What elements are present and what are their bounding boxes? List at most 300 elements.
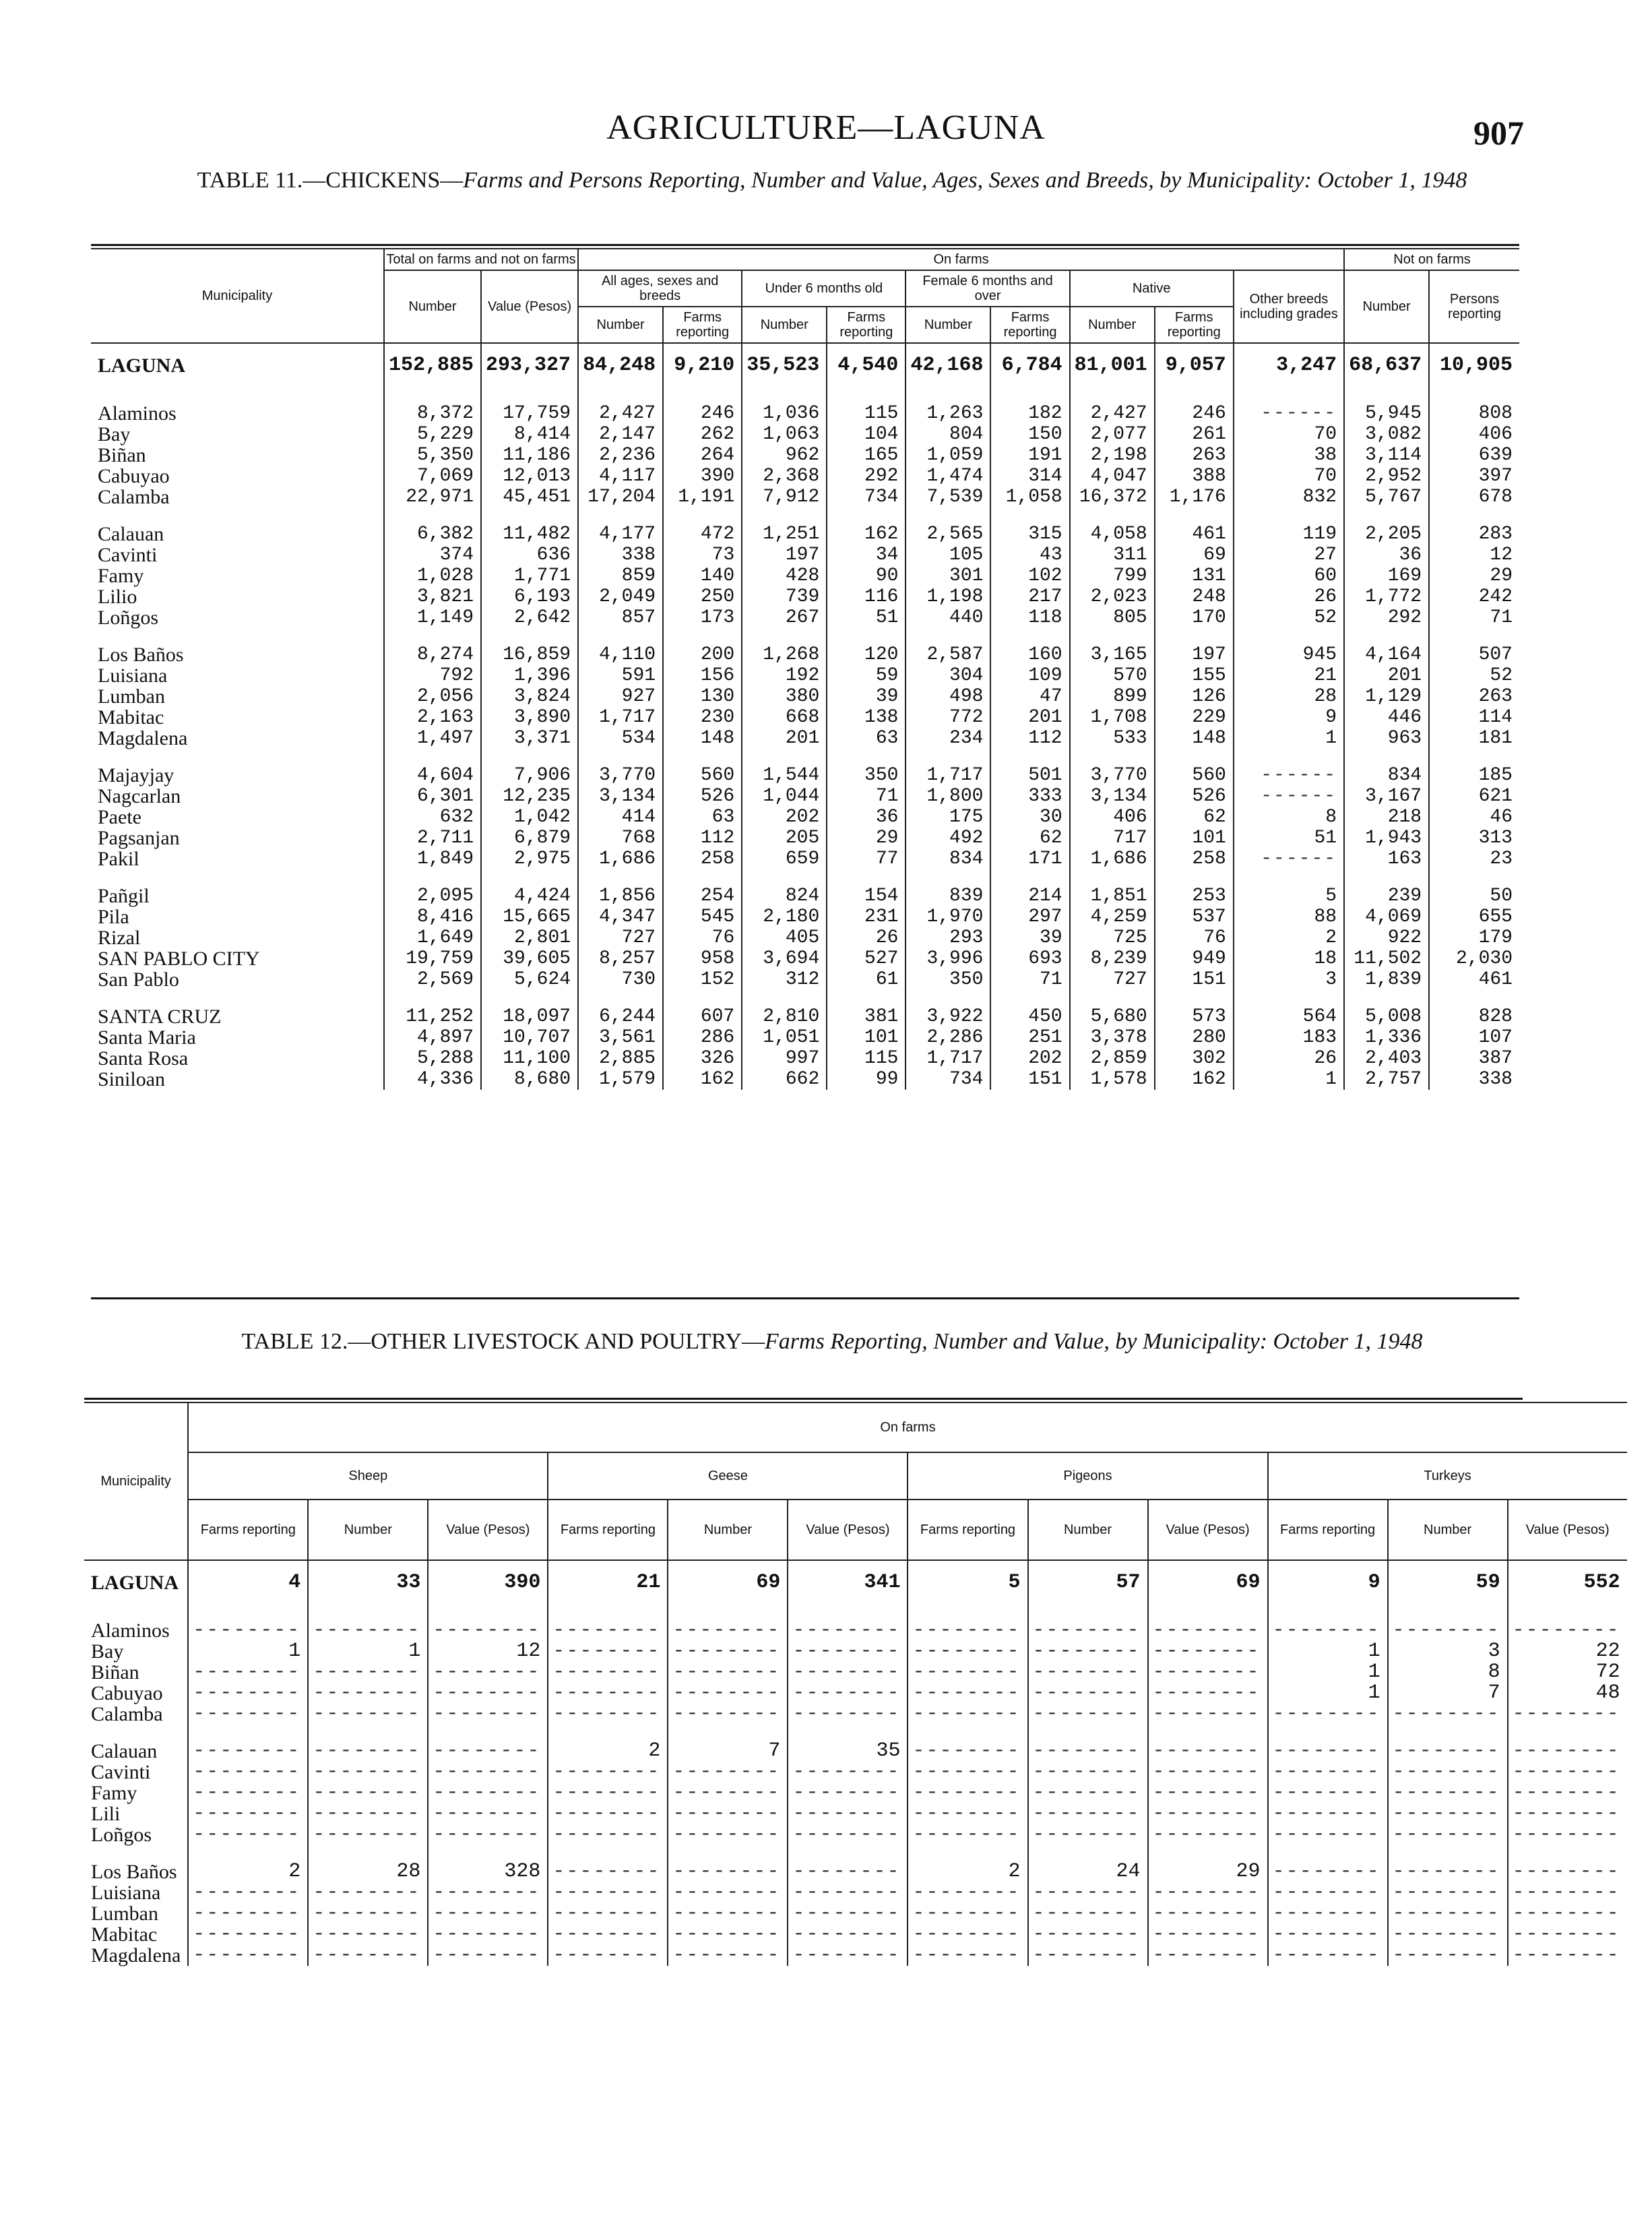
cell-value: 734 [906,1069,990,1090]
cell-value: 380 [742,686,827,707]
spacer-cell [990,387,1069,403]
municipality-name: Bay [91,424,384,445]
cell-value: 2,427 [1070,403,1155,424]
cell-value: 3,561 [578,1027,663,1048]
cell-value: 350 [827,765,906,786]
cell-value: 112 [990,728,1069,749]
cell-value: 105 [906,545,990,565]
table-row [91,906,1519,927]
cell-value: 112 [663,828,742,848]
cell-value: 1,058 [990,487,1069,507]
cell-value: 507 [1429,644,1519,665]
cell-value: 1,051 [742,1027,827,1048]
cell-value: 2,198 [1070,445,1155,466]
cell-value: 35 [788,1741,908,1762]
cell-value: 17,204 [578,487,663,507]
cell-value: 3,167 [1344,786,1429,807]
cell-value: ------ [1234,765,1344,786]
cell-value: -------- [1268,1762,1388,1783]
spacer-cell [1429,507,1519,524]
cell-value: -------- [308,1662,428,1683]
cell-value: 8,239 [1070,948,1155,969]
cell-value: 292 [1344,607,1429,628]
cell-value: 2,810 [742,1006,827,1027]
cell-value: 1,036 [742,403,827,424]
cell-value: 2,642 [481,607,578,628]
cell-value: -------- [1028,1882,1148,1903]
cell-value: -------- [1028,1803,1148,1824]
cell-value: 36 [827,807,906,828]
spacer-cell [908,1725,1027,1741]
municipality-name: Famy [91,565,384,586]
cell-value: 119 [1234,524,1344,545]
cell-value: 7,906 [481,765,578,786]
cell-value: -------- [1388,1620,1508,1641]
spacer-cell [827,387,906,403]
group-spacer [91,869,1519,886]
cell-value: 217 [990,586,1069,607]
cell-value: 253 [1155,886,1234,906]
municipality-name: Lili [84,1803,188,1824]
cell-value: 2,565 [906,524,990,545]
cell-value: 4,110 [578,644,663,665]
spacer-cell [91,990,384,1006]
cell-value: 1,263 [906,403,990,424]
cell-value: 8,414 [481,424,578,445]
cell-value: -------- [1388,1762,1508,1783]
cell-value: -------- [548,1762,668,1783]
cell-value: -------- [1388,1903,1508,1924]
cell-value: 12,013 [481,466,578,487]
cell-value: 997 [742,1048,827,1069]
cell-value: 16,372 [1070,487,1155,507]
table-row [91,466,1519,487]
cell-value: 246 [1155,403,1234,424]
cell-value: 126 [1155,686,1234,707]
cell-value: 46 [1429,807,1519,828]
col-total-group: Total on farms and not on farms [384,249,578,270]
cell-value: -------- [1148,1762,1268,1783]
cell-value: 1,063 [742,424,827,445]
cell-value: 26 [827,927,906,948]
cell-value: 200 [663,644,742,665]
cell-value: 730 [578,969,663,990]
cell-value: -------- [1028,1903,1148,1924]
table-row [84,1783,1627,1803]
cell-value: 3,378 [1070,1027,1155,1048]
cell-value: 29 [827,828,906,848]
cell-value: 118 [990,607,1069,628]
t12-col-municipality: Municipality [84,1402,188,1560]
cell-value: -------- [548,1924,668,1945]
cell-value: 242 [1429,586,1519,607]
t12-col-farms-reporting: Farms reporting [908,1500,1027,1560]
cell-value: -------- [428,1903,548,1924]
cell-value: 11,252 [384,1006,481,1027]
spacer-cell [827,990,906,1006]
cell-value: -------- [908,1945,1027,1966]
cell-value: 533 [1070,728,1155,749]
municipality-name: Biñan [91,445,384,466]
cell-value: -------- [308,1924,428,1945]
cell-value: 678 [1429,487,1519,507]
spacer-cell [1070,628,1155,644]
cell-value: 4,259 [1070,906,1155,927]
spacer-cell [384,990,481,1006]
cell-value: 725 [1070,927,1155,948]
table-row [91,786,1519,807]
spacer-cell [663,869,742,886]
cell-value: 527 [827,948,906,969]
cell-value: 621 [1429,786,1519,807]
municipality-name: LAGUNA [84,1560,188,1604]
table-row [91,644,1519,665]
cell-value: -------- [908,1683,1027,1704]
cell-value: ------ [1234,786,1344,807]
table11-top-rule [91,244,1519,246]
cell-value: 501 [990,765,1069,786]
cell-value: 963 [1344,728,1429,749]
cell-value: 8 [1234,807,1344,828]
spacer-cell [1155,507,1234,524]
cell-value: -------- [908,1762,1027,1783]
cell-value: 29 [1429,565,1519,586]
cell-value: -------- [1388,1924,1508,1945]
table-row [84,1824,1627,1845]
spacer-cell [1429,869,1519,886]
cell-value: -------- [1268,1903,1388,1924]
cell-value: 39 [990,927,1069,948]
cell-value: -------- [1508,1861,1627,1882]
cell-value: 170 [1155,607,1234,628]
cell-value: 1,717 [906,1048,990,1069]
cell-value: 1,176 [1155,487,1234,507]
table12-caption-subtitle: Farms Reporting, Number and Value, by Municipality: October 1, 1948 [765,1329,1423,1354]
cell-value: -------- [308,1783,428,1803]
cell-value: 1,579 [578,1069,663,1090]
table-row [84,1762,1627,1783]
cell-value: -------- [188,1803,308,1824]
spacer-cell [481,990,578,1006]
cell-value: -------- [908,1641,1027,1662]
cell-value: 60 [1234,565,1344,586]
cell-value: 7 [668,1741,788,1762]
spacer-cell [1148,1725,1268,1741]
cell-value: 804 [906,424,990,445]
cell-value: -------- [1388,1882,1508,1903]
cell-value: 258 [663,848,742,869]
cell-value: 2,030 [1429,948,1519,969]
cell-value: 71 [827,786,906,807]
cell-value: 526 [1155,786,1234,807]
cell-value: 9,210 [663,343,742,387]
cell-value: 84,248 [578,343,663,387]
cell-value: 3,890 [481,707,578,728]
t12-col-value: Value (Pesos) [788,1500,908,1560]
cell-value: 2,403 [1344,1048,1429,1069]
cell-value: 3,165 [1070,644,1155,665]
municipality-name: Cavinti [91,545,384,565]
cell-value: -------- [788,1641,908,1662]
cell-value: 4,336 [384,1069,481,1090]
cell-value: 945 [1234,644,1344,665]
col-female6-farms: Farms reporting [990,307,1069,343]
spacer-cell [906,387,990,403]
cell-value: 11,502 [1344,948,1429,969]
cell-value: 59 [1388,1560,1508,1604]
cell-value: -------- [1388,1783,1508,1803]
cell-value: 5,624 [481,969,578,990]
cell-value: 927 [578,686,663,707]
cell-value: 43 [990,545,1069,565]
table-row [91,848,1519,869]
cell-value: 1,686 [578,848,663,869]
cell-value: -------- [188,1662,308,1683]
spacer-cell [827,507,906,524]
cell-value: 250 [663,586,742,607]
col-other-breeds: Other breeds including grades [1234,270,1344,343]
table-row [84,1945,1627,1966]
cell-value: 2 [188,1861,308,1882]
cell-value: -------- [188,1704,308,1725]
cell-value: 38 [1234,445,1344,466]
cell-value: -------- [668,1861,788,1882]
cell-value: 88 [1234,906,1344,927]
cell-value: 231 [827,906,906,927]
cell-value: -------- [1268,1861,1388,1882]
table12-other-livestock [84,1402,1627,1966]
cell-value: 2,095 [384,886,481,906]
cell-value: 1,497 [384,728,481,749]
spacer-cell [84,1604,188,1620]
spacer-cell [1344,628,1429,644]
table-row [91,728,1519,749]
cell-value: 5,288 [384,1048,481,1069]
cell-value: 264 [663,445,742,466]
cell-value: -------- [788,1783,908,1803]
spacer-cell [1429,990,1519,1006]
cell-value: 381 [827,1006,906,1027]
cell-value: -------- [1148,1882,1268,1903]
cell-value: 2,236 [578,445,663,466]
cell-value: -------- [548,1945,668,1966]
cell-value: -------- [1148,1924,1268,1945]
cell-value: 51 [827,607,906,628]
cell-value: -------- [428,1882,548,1903]
municipality-name: Famy [84,1783,188,1803]
cell-value: 30 [990,807,1069,828]
cell-value: 3,824 [481,686,578,707]
table11-caption-label: TABLE 11.—CHICKENS— [197,168,464,193]
spacer-cell [827,628,906,644]
municipality-name: Luisiana [91,665,384,686]
municipality-name: Mabitac [91,707,384,728]
spacer-cell [578,387,663,403]
cell-value: 52 [1234,607,1344,628]
spacer-cell [742,749,827,765]
cell-value: -------- [1148,1741,1268,1762]
cell-value: 202 [742,807,827,828]
cell-value: 662 [742,1069,827,1090]
municipality-name: Magdalena [91,728,384,749]
municipality-name: Pila [91,906,384,927]
cell-value: 1,849 [384,848,481,869]
spacer-cell [906,507,990,524]
col-not-number: Number [1344,270,1429,343]
cell-value: -------- [788,1683,908,1704]
spacer-cell [1234,507,1344,524]
cell-value: 148 [663,728,742,749]
cell-value: -------- [908,1741,1027,1762]
cell-value: 28 [308,1861,428,1882]
spacer-cell [1268,1604,1388,1620]
cell-value: 69 [1155,545,1234,565]
spacer-cell [827,749,906,765]
spacer-cell [1344,749,1429,765]
cell-value: 2,569 [384,969,481,990]
cell-value: 1 [188,1641,308,1662]
cell-value: 152 [663,969,742,990]
cell-value: -------- [1028,1924,1148,1945]
cell-value: -------- [788,1903,908,1924]
cell-value: -------- [308,1620,428,1641]
cell-value: 1 [1234,728,1344,749]
cell-value: 1,474 [906,466,990,487]
cell-value: 390 [428,1560,548,1604]
cell-value: 1,268 [742,644,827,665]
col-native-farms: Farms reporting [1155,307,1234,343]
cell-value: 461 [1155,524,1234,545]
cell-value: 805 [1070,607,1155,628]
cell-value: 552 [1508,1560,1627,1604]
cell-value: -------- [308,1903,428,1924]
cell-value: 2,147 [578,424,663,445]
cell-value: 68,637 [1344,343,1429,387]
cell-value: 293,327 [481,343,578,387]
municipality-name: Los Baños [91,644,384,665]
cell-value: 4,117 [578,466,663,487]
cell-value: 560 [1155,765,1234,786]
cell-value: -------- [1148,1620,1268,1641]
col-female6-number: Number [906,307,990,343]
cell-value: -------- [788,1882,908,1903]
table11-body [91,343,1519,1090]
cell-value: -------- [548,1620,668,1641]
cell-value: 406 [1070,807,1155,828]
spacer-cell [990,869,1069,886]
cell-value: 387 [1429,1048,1519,1069]
cell-value: 3,082 [1344,424,1429,445]
cell-value: -------- [1028,1641,1148,1662]
table11-bottom-rule [91,1297,1519,1299]
cell-value: 326 [663,1048,742,1069]
cell-value: 261 [1155,424,1234,445]
table11-chickens [91,248,1519,1090]
cell-value: 26 [1234,586,1344,607]
cell-value: -------- [1268,1824,1388,1845]
cell-value: 24 [1028,1861,1148,1882]
t12-col-number: Number [1388,1500,1508,1560]
cell-value: 2,163 [384,707,481,728]
cell-value: 191 [990,445,1069,466]
table-row [84,1620,1627,1641]
cell-value: 246 [663,403,742,424]
table-row [91,969,1519,990]
cell-value: -------- [548,1903,668,1924]
cell-value: 8 [1388,1662,1508,1683]
cell-value: 492 [906,828,990,848]
cell-value: 116 [827,586,906,607]
cell-value: 570 [1070,665,1155,686]
cell-value: -------- [1148,1683,1268,1704]
t12-col-farms-reporting: Farms reporting [188,1500,308,1560]
cell-value: 1,686 [1070,848,1155,869]
cell-value: 283 [1429,524,1519,545]
cell-value: -------- [188,1824,308,1845]
spacer-cell [668,1725,788,1741]
cell-value: 160 [990,644,1069,665]
cell-value: 564 [1234,1006,1344,1027]
cell-value: 799 [1070,565,1155,586]
cell-value: -------- [428,1762,548,1783]
spacer-cell [91,628,384,644]
cell-value: 3,821 [384,586,481,607]
cell-value: 899 [1070,686,1155,707]
municipality-name: San Pablo [91,969,384,990]
cell-value: -------- [428,1620,548,1641]
cell-value: 607 [663,1006,742,1027]
cell-value: 1,028 [384,565,481,586]
cell-value: -------- [308,1882,428,1903]
cell-value: -------- [908,1620,1027,1641]
table-row [91,1048,1519,1069]
cell-value: 3,922 [906,1006,990,1027]
cell-value: 115 [827,403,906,424]
cell-value: 526 [663,786,742,807]
spacer-cell [1344,387,1429,403]
col-total-number: Number [384,270,481,343]
municipality-name: Santa Maria [91,1027,384,1048]
cell-value: -------- [1268,1882,1388,1903]
municipality-name: Calauan [84,1741,188,1762]
spacer-cell [1508,1845,1627,1861]
cell-value: -------- [1148,1662,1268,1683]
cell-value: -------- [1508,1783,1627,1803]
cell-value: -------- [668,1762,788,1783]
cell-value: 12 [428,1641,548,1662]
cell-value: -------- [428,1783,548,1803]
cell-value: 312 [742,969,827,990]
spacer-cell [548,1845,668,1861]
cell-value: 1 [308,1641,428,1662]
spacer-cell [1234,628,1344,644]
cell-value: 169 [1344,565,1429,586]
cell-value: 2,180 [742,906,827,927]
spacer-cell [742,990,827,1006]
group-spacer [91,507,1519,524]
cell-value: 405 [742,927,827,948]
spacer-cell [428,1725,548,1741]
cell-value: -------- [788,1620,908,1641]
cell-value: 109 [990,665,1069,686]
table12-body [84,1560,1627,1966]
cell-value: 17,759 [481,403,578,424]
cell-value: -------- [308,1762,428,1783]
cell-value: -------- [788,1662,908,1683]
municipality-name: Lilio [91,586,384,607]
cell-value: -------- [668,1945,788,1966]
col-all-farms: Farms reporting [663,307,742,343]
